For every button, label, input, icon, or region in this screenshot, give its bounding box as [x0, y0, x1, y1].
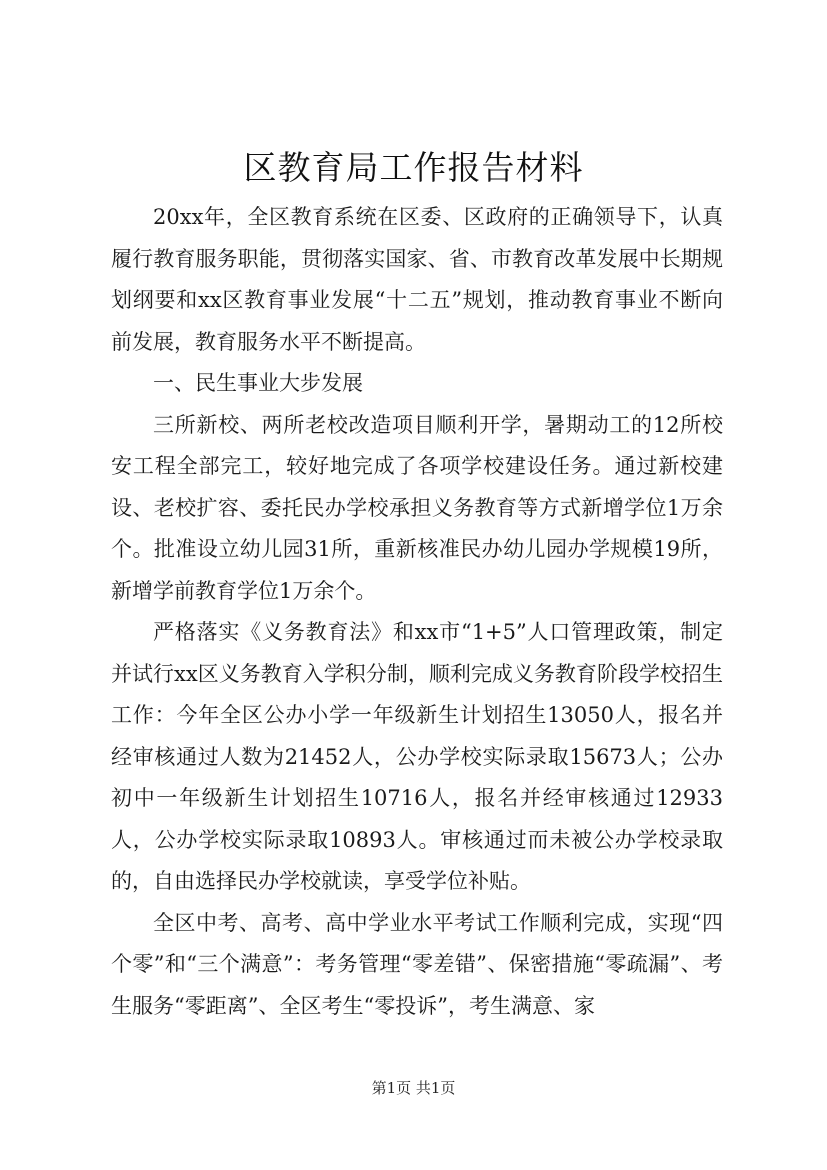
- paragraph-schools: 三所新校、两所老校改造项目顺利开学，暑期动工的12所校安工程全部完工，较好地完成了各项学校建设任务。通过新校建设、老校扩容、委托民办学校承担义务教育等方式新增学位1万余个。批准设立幼儿园31所，重新核准民办幼儿园办学规模19所，新增学前教育学位1万余个。: [111, 412, 723, 603]
- document-body: [111, 197, 723, 1027]
- paragraph-enrollment: 严格落实《义务教育法》和xx市“1+5”人口管理政策，制定并试行xx区义务教育入学积分制，顺利完成义务教育阶段学校招生工作：今年全区公办小学一年级新生计划招生13050人，报名并经审核通过人数为21452人，公办学校实际录取15673人；公办初中一年级新生计划招生10716人，报名并经审核通过12933人，公办学校实际录取10893人。审核通过而未被公办学校录取的，自由选择民办学校就读，享受学位补贴。: [111, 620, 723, 893]
- section-heading: 一、民生事业大步发展: [153, 371, 363, 395]
- paragraph-intro: 20xx年，全区教育系统在区委、区政府的正确领导下，认真履行教育服务职能，贯彻落实国家、省、市教育改革发展中长期规划纲要和xx区教育事业发展“十二五”规划，推动教育事业不断向前发展，教育服务水平不断提高。: [111, 205, 723, 354]
- page-footer: 第1页 共1页: [371, 1079, 456, 1097]
- document-title: 区教育局工作报告材料: [243, 148, 584, 187]
- paragraph-exams: 全区中考、高考、高中学业水平考试工作顺利完成，实现“四个零”和“三个满意”：考务管理“零差错”、保密措施“零疏漏”、考生服务“零距离”、全区考生“零投诉”，考生满意、家: [111, 910, 723, 1018]
